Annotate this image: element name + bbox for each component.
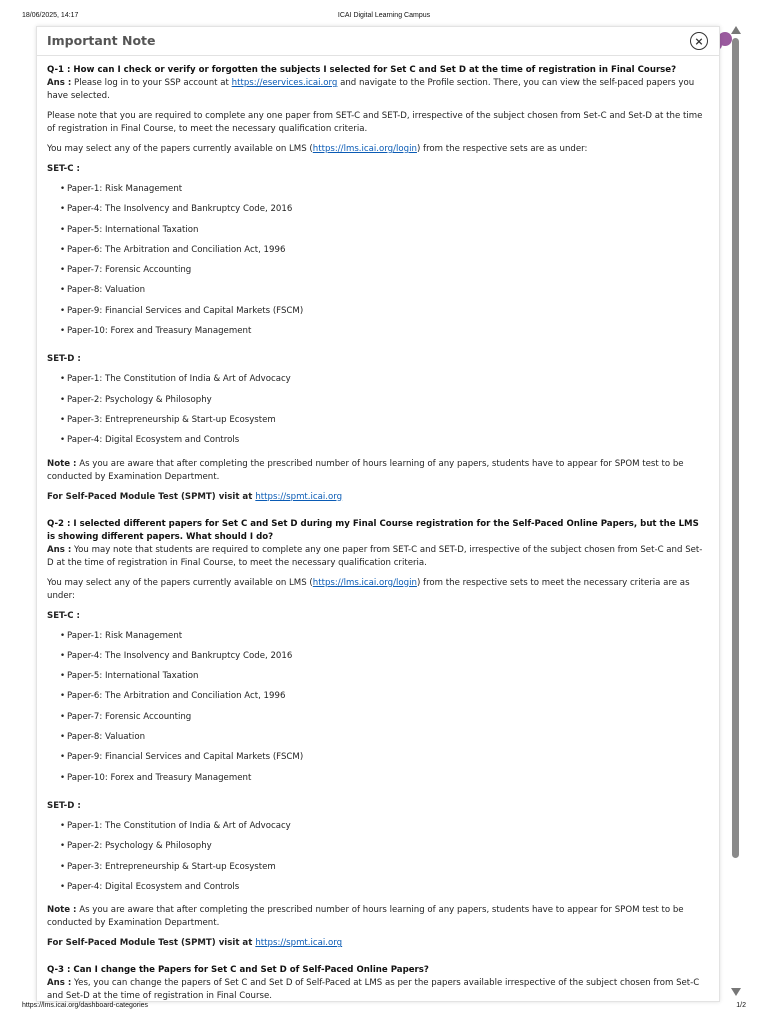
list-item: • Paper-6: The Arbitration and Conciliation Act, 1996 xyxy=(47,686,709,706)
list-item: • Paper-8: Valuation xyxy=(47,280,709,300)
list-item: • Paper-5: International Taxation xyxy=(47,220,709,240)
list-item: • Paper-4: Digital Ecosystem and Controls xyxy=(47,430,709,450)
list-item: • Paper-9: Financial Services and Capital Markets (FSCM) xyxy=(47,747,709,767)
spmt-text: For Self-Paced Module Test (SPMT) visit at xyxy=(47,938,256,949)
answer-label: Ans : xyxy=(47,78,72,88)
scroll-thumb[interactable] xyxy=(732,38,739,858)
answer-label: Ans : xyxy=(47,544,72,555)
lms-login-link[interactable]: https://lms.icai.org/login xyxy=(312,577,417,588)
list-item: • Paper-2: Psychology & Philosophy xyxy=(47,390,709,410)
list-item: • Paper-1: The Constitution of India & Art of Advocacy xyxy=(47,369,709,389)
answer-text: Please log in to your SSP account at xyxy=(71,78,232,88)
print-footer xyxy=(0,1002,768,1014)
answer-text: Yes, you can change the papers of Set C and Set D of Self-Paced at LMS as per the papers available irrespective of the subject chosen from Set-C and Set-D at the time of registration in Final Course. xyxy=(47,978,700,1002)
list-item: • Paper-4: The Insolvency and Bankruptcy Code, 2016 xyxy=(47,646,709,666)
modal-scrollbar[interactable] xyxy=(730,26,742,1002)
important-note-modal xyxy=(36,26,720,1002)
spmt-line xyxy=(47,937,709,950)
set-c-label: SET-C : xyxy=(47,610,80,621)
lms-note-text: ) from the respective sets are as under: xyxy=(416,144,588,154)
set-d-list xyxy=(47,816,709,897)
list-item: • Paper-9: Financial Services and Capital Markets (FSCM) xyxy=(47,301,709,321)
spom-note xyxy=(47,904,709,930)
modal-body xyxy=(37,56,719,1002)
print-datetime: 18/06/2025, 14:17 xyxy=(22,12,79,19)
list-item: • Paper-6: The Arbitration and Conciliation Act, 1996 xyxy=(47,240,709,260)
spmt-link[interactable]: https://spmt.icai.org xyxy=(255,938,343,949)
question-2: Q-2 : I selected different papers for Set C and Set D during my Final Course registration for the Self-Paced Online Papers, but the LMS is showing different papers. What should I do? xyxy=(47,518,699,542)
print-url: https://lms.icai.org/dashboard-categories xyxy=(22,1002,149,1009)
note-label: Note : xyxy=(47,905,77,916)
faq-item-q3 xyxy=(47,964,709,1002)
set-c-list xyxy=(47,179,709,341)
list-item: • Paper-10: Forex and Treasury Management xyxy=(47,321,709,341)
modal-title: Important Note xyxy=(47,33,156,48)
list-item: • Paper-1: The Constitution of India & Art of Advocacy xyxy=(47,816,709,836)
list-item: • Paper-10: Forex and Treasury Management xyxy=(47,768,709,788)
question-1: Q-1 : How can I check or verify or forgotten the subjects I selected for Set C and Set D at the time of registration in Final Course? xyxy=(47,65,677,75)
spom-note xyxy=(47,458,709,484)
faq-item-q1 xyxy=(47,64,709,504)
answer-label: Ans : xyxy=(47,978,72,989)
set-d-label: SET-D : xyxy=(47,354,81,365)
spmt-text: For Self-Paced Module Test (SPMT) visit at xyxy=(47,491,256,502)
lms-login-link[interactable]: https://lms.icai.org/login xyxy=(312,144,417,154)
answer-2 xyxy=(47,544,709,570)
list-item: • Paper-4: Digital Ecosystem and Controls xyxy=(47,877,709,897)
answer-text: and navigate to the Profile section. There, you can view the self-paced papers you have selected. xyxy=(47,78,695,101)
lms-note-text: ) from the respective sets to meet the necessary criteria are as under: xyxy=(47,577,690,601)
list-item: • Paper-3: Entrepreneurship & Start-up Ecosystem xyxy=(47,857,709,877)
answer-3 xyxy=(47,977,709,1002)
print-page-title: ICAI Digital Learning Campus xyxy=(337,12,431,19)
list-item: • Paper-1: Risk Management xyxy=(47,179,709,199)
print-page-number: 1/2 xyxy=(736,1002,746,1009)
list-item: • Paper-7: Forensic Accounting xyxy=(47,260,709,280)
faq-item-q2 xyxy=(47,518,709,951)
modal-header xyxy=(37,27,719,56)
spmt-link[interactable]: https://spmt.icai.org xyxy=(255,491,343,502)
answer-text: You may note that students are required to complete any one paper from SET-C and SET-D, irrespective of the subject chosen from Set-C and Set-D at the time of registration in Final Course, to meet the necessary qualification criteria. xyxy=(47,544,703,568)
set-c-list xyxy=(47,626,709,788)
print-header xyxy=(0,12,768,24)
list-item: • Paper-7: Forensic Accounting xyxy=(47,707,709,727)
answer-1 xyxy=(47,77,709,103)
lms-note xyxy=(47,143,709,156)
list-item: • Paper-2: Psychology & Philosophy xyxy=(47,836,709,856)
lms-note-text: You may select any of the papers currently available on LMS ( xyxy=(47,577,313,588)
qualification-note: Please note that you are required to complete any one paper from SET-C and SET-D, irrespective of the subject chosen from Set-C and Set-D at the time of registration in Final Course, to meet the necessary qualification criteria. xyxy=(47,111,703,134)
list-item: • Paper-5: International Taxation xyxy=(47,666,709,686)
list-item: • Paper-8: Valuation xyxy=(47,727,709,747)
note-label: Note : xyxy=(47,458,77,469)
list-item: • Paper-4: The Insolvency and Bankruptcy Code, 2016 xyxy=(47,199,709,219)
set-d-label: SET-D : xyxy=(47,800,81,811)
note-text: As you are aware that after completing the prescribed number of hours learning of any papers, students have to appear for SPOM test to be conducted by Examination Department. xyxy=(47,458,684,482)
note-text: As you are aware that after completing the prescribed number of hours learning of any papers, students have to appear for SPOM test to be conducted by Examination Department. xyxy=(47,905,684,929)
eservices-link[interactable]: https://eservices.icai.org xyxy=(231,78,338,88)
set-c-label: SET-C : xyxy=(47,164,80,174)
scroll-down-arrow-icon[interactable] xyxy=(731,988,741,996)
lms-note xyxy=(47,577,709,603)
close-icon: ⨯ xyxy=(694,34,704,48)
list-item: • Paper-3: Entrepreneurship & Start-up Ecosystem xyxy=(47,410,709,430)
spmt-line xyxy=(47,491,709,504)
set-d-list xyxy=(47,369,709,450)
list-item: • Paper-1: Risk Management xyxy=(47,626,709,646)
question-3: Q-3 : Can I change the Papers for Set C and Set D of Self-Paced Online Papers? xyxy=(47,965,429,976)
close-button[interactable] xyxy=(690,32,708,50)
scroll-up-arrow-icon[interactable] xyxy=(731,26,741,34)
lms-note-text: You may select any of the papers currently available on LMS ( xyxy=(47,144,313,154)
